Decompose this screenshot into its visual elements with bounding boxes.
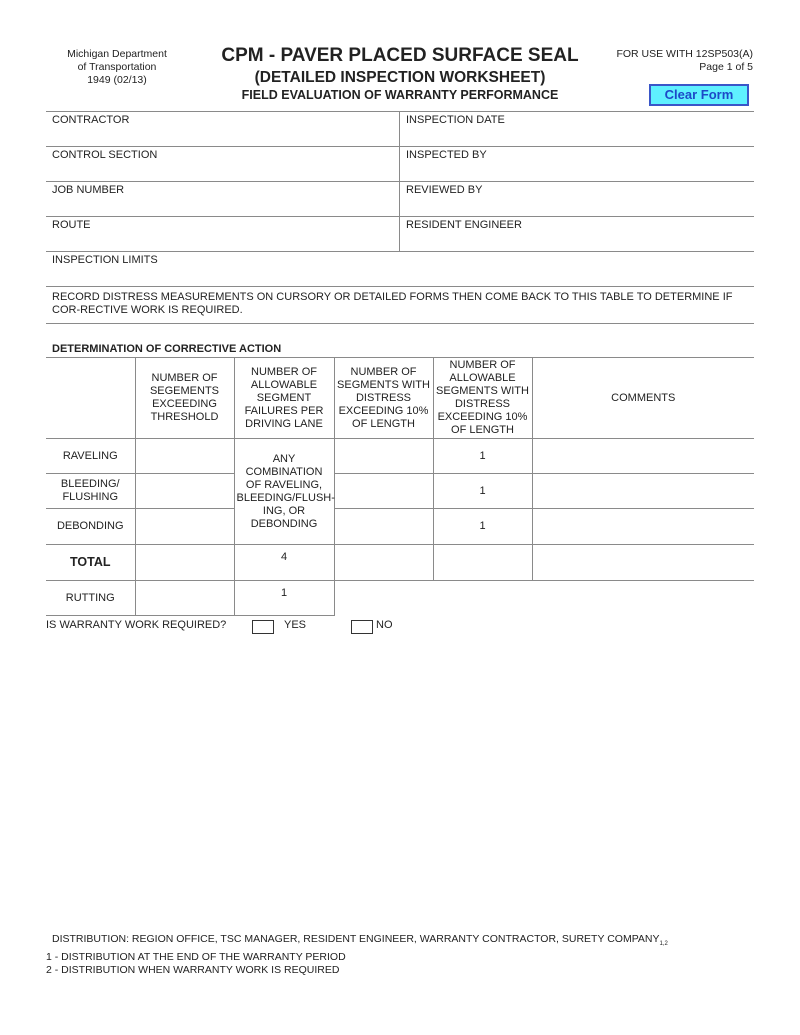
header-cell: NUMBER OF ALLOWABLE SEGMENTS WITH DISTRESS EXCEEDING 10% OF LENGTH: [433, 358, 532, 439]
table-row: [46, 474, 754, 509]
form-subtitle: (DETAILED INSPECTION WORKSHEET): [254, 69, 546, 86]
inspected-by-field[interactable]: [400, 146, 754, 180]
comments-cell[interactable]: [532, 474, 754, 509]
input-cell[interactable]: [334, 509, 433, 545]
contractor-label: CONTRACTOR: [52, 114, 130, 126]
empty-cell: [433, 581, 532, 616]
input-cell[interactable]: [433, 545, 532, 581]
for-use-with: FOR USE WITH 12SP503(A): [616, 48, 753, 60]
header-cell: NUMBER OF SEGMENTS WITH DISTRESS EXCEEDING 10% OF LENGTH: [334, 358, 433, 439]
job-number-label: JOB NUMBER: [52, 184, 125, 196]
warranty-question: IS WARRANTY WORK REQUIRED?: [46, 619, 227, 631]
reviewed-by-input[interactable]: [400, 195, 754, 213]
section-title: DETERMINATION OF CORRECTIVE ACTION: [52, 343, 282, 355]
table-row: [46, 545, 754, 581]
footnote-2: 2 - DISTRIBUTION WHEN WARRANTY WORK IS REQUIRED: [46, 964, 340, 976]
inspection-date-field[interactable]: [400, 111, 754, 145]
reviewed-by-label: REVIEWED BY: [406, 184, 483, 196]
input-cell[interactable]: [334, 545, 433, 581]
inspection-date-label: INSPECTION DATE: [406, 114, 505, 126]
inspection-limits-input[interactable]: [46, 265, 754, 283]
inspection-limits-label: INSPECTION LIMITS: [52, 254, 158, 266]
table-row: [46, 581, 754, 616]
divider: [46, 286, 754, 287]
page-number: Page 1 of 5: [699, 61, 753, 73]
form-number: 1949 (02/13): [87, 74, 147, 86]
row-label: RUTTING: [46, 581, 135, 616]
inspection-date-input[interactable]: [400, 125, 754, 143]
yes-checkbox[interactable]: [252, 620, 274, 634]
allowable-cell: 1: [234, 581, 334, 616]
header-cell: NUMBER OF SEGEMENTS EXCEEDING THRESHOLD: [135, 358, 234, 439]
job-number-input[interactable]: [46, 195, 399, 213]
distribution: [52, 933, 668, 947]
header-cell: [46, 358, 135, 439]
table-row: [46, 509, 754, 545]
resident-engineer-input[interactable]: [400, 230, 754, 248]
contractor-field[interactable]: [46, 111, 399, 145]
row-label: BLEEDING/ FLUSHING: [46, 474, 135, 509]
control-section-label: CONTROL SECTION: [52, 149, 158, 161]
allowable-cell: 1: [433, 474, 532, 509]
contractor-input[interactable]: [46, 125, 399, 143]
row-label: DEBONDING: [46, 509, 135, 545]
row-label: RAVELING: [46, 439, 135, 474]
empty-cell: [532, 581, 754, 616]
comments-cell[interactable]: [532, 439, 754, 474]
table-header-row: [46, 358, 754, 439]
header-cell: NUMBER OF ALLOWABLE SEGMENT FAILURES PER DRIVING LANE: [234, 358, 334, 439]
form-title: CPM - PAVER PLACED SURFACE SEAL: [221, 45, 579, 66]
input-cell[interactable]: [334, 474, 433, 509]
corrective-action-table: [46, 357, 754, 616]
control-section-input[interactable]: [46, 160, 399, 178]
no-label: NO: [376, 619, 393, 631]
resident-engineer-field[interactable]: [400, 216, 754, 250]
no-checkbox[interactable]: [351, 620, 373, 634]
inspection-limits-field[interactable]: [46, 251, 754, 285]
route-input[interactable]: [46, 230, 399, 248]
reviewed-by-field[interactable]: [400, 181, 754, 215]
form-reference: [560, 48, 753, 74]
row-label: TOTAL: [46, 545, 135, 581]
comments-cell[interactable]: [532, 545, 754, 581]
footnote-1: 1 - DISTRIBUTION AT THE END OF THE WARRANTY PERIOD: [46, 951, 346, 963]
inspected-by-label: INSPECTED BY: [406, 149, 487, 161]
distribution-text: DISTRIBUTION: REGION OFFICE, TSC MANAGER, RESIDENT ENGINEER, WARRANTY CONTRACTOR, SURETY COMPANY: [52, 933, 660, 945]
allowable-cell: 4: [234, 545, 334, 581]
input-cell[interactable]: [135, 545, 234, 581]
yes-label: YES: [284, 619, 307, 631]
input-cell[interactable]: [135, 581, 234, 616]
form-subtitle-2: FIELD EVALUATION OF WARRANTY PERFORMANCE: [241, 88, 559, 102]
agency-info: [52, 48, 182, 87]
allowable-cell: 1: [433, 439, 532, 474]
clear-form-button[interactable]: Clear Form: [649, 84, 749, 106]
input-cell[interactable]: [135, 474, 234, 509]
resident-engineer-label: RESIDENT ENGINEER: [406, 219, 522, 231]
input-cell[interactable]: [135, 509, 234, 545]
allowable-cell: 1: [433, 509, 532, 545]
empty-cell: [334, 581, 433, 616]
control-section-field[interactable]: [46, 146, 399, 180]
job-number-field[interactable]: [46, 181, 399, 215]
combined-allowable-cell: ANY COMBINATION OF RAVELING, BLEEDING/FLUSH-ING, OR DEBONDING: [234, 439, 334, 545]
table-row: [46, 439, 754, 474]
route-label: ROUTE: [52, 219, 91, 231]
distribution-footnote: 1,2: [659, 941, 668, 948]
instructions: RECORD DISTRESS MEASUREMENTS ON CURSORY OR DETAILED FORMS THEN COME BACK TO THIS TABLE TO DETERMINE IF COR-RECTIVE WORK IS REQUIRED.: [52, 291, 733, 316]
inspected-by-input[interactable]: [400, 160, 754, 178]
divider: [46, 323, 754, 324]
input-cell[interactable]: [135, 439, 234, 474]
agency-line: of Transportation: [77, 61, 157, 73]
header-cell: COMMENTS: [532, 358, 754, 439]
agency-line: Michigan Department: [67, 48, 167, 60]
comments-cell[interactable]: [532, 509, 754, 545]
input-cell[interactable]: [334, 439, 433, 474]
route-field[interactable]: [46, 216, 399, 250]
